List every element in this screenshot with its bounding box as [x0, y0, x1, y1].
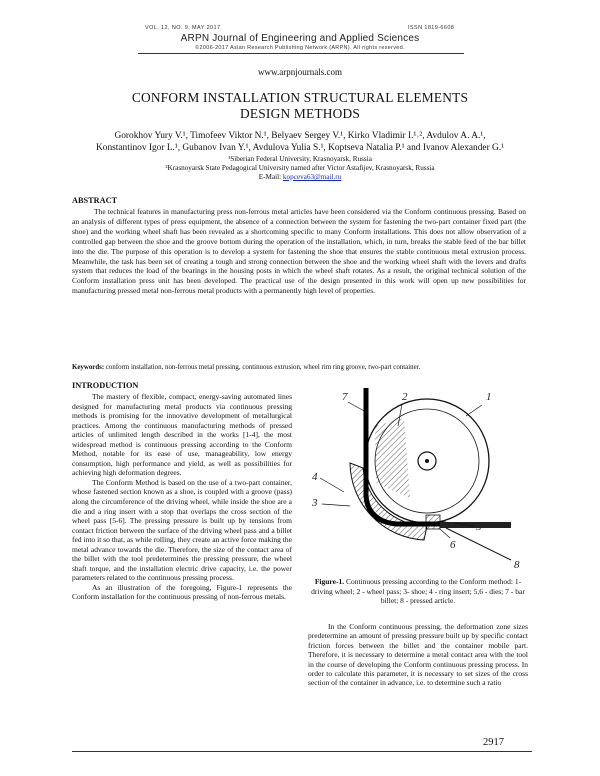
page-number: 2917	[483, 737, 504, 748]
ring-insert	[426, 515, 440, 529]
fig-label-8: 8	[514, 559, 520, 568]
abstract-heading: ABSTRACT	[72, 196, 118, 205]
affiliation-2: ²Krasnoyarsk State Pedagogical University named after Victor Astafijev, Krasnoyarsk, Russia	[165, 164, 435, 172]
fig-label-6: 6	[450, 539, 456, 551]
authors-line-2: Konstantinov Igor L.¹, Gubanov Ivan Y.¹, Avdulova Yulia S.¹, Koptseva Natalia P.¹ and Ivanov Alexander G.¹	[96, 143, 504, 154]
abstract-text: The technical features in manufacturing press non-ferrous metal articles have been considered via the Conform continuous pressing. Based on an analysis of different types of press equipment, the absence of a connection between the system for fastening the two-part container fixed part (the shoe) and the working wheel shaft has been revealed as a shortcoming specific to many Conform installations. This does not allow observation of a controlled gap between the shoe and the groove bottom during the operation of the installation, which, in turn, breaks the stable feed of the bar billet into the die. The purpose of this operation is to develop a system for fastening the shoe that ensures the stable continuous metal extrusion process. Meanwhile, the task has been set of creating a tough and strong connection between the shoe and the working wheel shaft with the levers and drafts system that reduces the load of the bearings in the housing posts in which the wheel shaft rotates. As a result, the original technical solution of the Conform installation press unit has been developed. The practical use of the design presented in this work will open up new possibilities for manufacturing pressed metal non-ferrous metal products with a permanently high level of properties.	[72, 207, 526, 296]
right-column-text: In the Conform continuous pressing, the deformation zone sizes predetermine an amount of pressing pressure built up by specific contact friction forces between the billet and the container mobile part. Therefore, it is necessary to determine a metal contact area with the tool in the course of developing the Conform continuous pressing process. In order to calculate this parameter, it is necessary to set sizes of the cross section of the container in advance, i.e. to determine such a ratio	[308, 622, 528, 688]
wheel-center	[425, 459, 429, 463]
issn: ISSN 1819-6608	[408, 25, 455, 31]
billet-region	[375, 418, 410, 498]
fig-label-4: 4	[312, 471, 318, 483]
keywords-label: Keywords:	[72, 364, 105, 371]
intro-paragraph-1: The mastery of flexible, compact, energy-saving automated lines designed for manufacturing metal products via continuous pressing methods is promising for the innovative development of metallurgical practices. Among the continuous manufacturing methods of pressed articles of unlimited length described in the works [1-4], the most widespread method is continuous pressing according to the Conform Method, notable for its ease of use, manageability, low energy consumption, high performance and yield, as well as possibilities for achieving high deformation degrees.	[72, 392, 292, 478]
intro-heading: INTRODUCTION	[72, 381, 139, 390]
keywords	[72, 364, 526, 372]
figure-caption	[308, 577, 528, 606]
email-line	[0, 173, 600, 181]
title-line-2: DESIGN METHODS	[240, 105, 360, 121]
figure-caption-label: Figure-1.	[314, 577, 345, 586]
keywords-text: conform installation, non-ferrous metal pressing, continuous extrusion, wheel rim ring groove, two-part container.	[104, 364, 421, 371]
intro-column	[72, 392, 292, 602]
copyright: ©2006-2017 Asian Research Publishing Network (ARPN). All rights reserved.	[195, 45, 405, 51]
fig-label-1: 1	[486, 391, 492, 403]
fig-label-5: 5	[476, 521, 482, 533]
fig-label-2: 2	[402, 391, 408, 403]
intro-paragraph-3: As an illustration of the foregoing, Figure-1 represents the Conform installation for the continuous pressing of non-ferrous metals.	[72, 582, 292, 602]
email-link[interactable]: kopceva63@mail.ru	[282, 173, 342, 181]
journal-name: ARPN Journal of Engineering and Applied Sciences	[180, 33, 420, 44]
authors	[70, 130, 530, 155]
volume-line: VOL. 12, NO. 9, MAY 2017	[145, 25, 221, 31]
figure-conform-diagram	[306, 378, 528, 568]
header-rule	[138, 53, 464, 54]
fig-label-3: 3	[312, 497, 318, 509]
affiliation-1: ¹Siberian Federal University, Krasnoyarsk, Russia	[228, 155, 372, 163]
footer-rule	[72, 751, 532, 752]
email-label: E-Mail:	[258, 173, 283, 181]
figure-caption-text: Continuous pressing according to the Conform method: 1- driving wheel; 2 - wheel pass; 3- shoe; 4 - ring insert; 5,6 - dies; 7 - bar billet; 8 - pressed article.	[311, 577, 525, 606]
title-line-1: CONFORM INSTALLATION STRUCTURAL ELEMENTS	[131, 90, 469, 105]
authors-line-1: Gorokhov Yury V.¹, Timofeev Viktor N.¹, Belyaev Sergey V.¹, Kirko Vladimir I.¹˒², Avdulov A. A.¹,	[114, 131, 486, 141]
paper-title	[60, 90, 540, 121]
journal-url[interactable]: www.arpnjournals.com	[258, 67, 342, 77]
fig-label-7: 7	[342, 391, 348, 403]
intro-paragraph-2: The Conform Method is based on the use of a two-part container, whose fastened section known as a shoe, is coupled with a groove (pass) along the circumference of the driving wheel, while inside the shoe are a die and a ring insert with a stop that overlaps the cross section of the wheel pass [5-6]. The pressing pressure is built up by tensions from contact friction between the surface of the driving wheel pass and a billet fed into it so that, as while rolling, they create an active force making the metal advance towards the die. Therefore, the size of the contact area of the billet with the tool predetermines the pressing pressure, the wheel shaft torque, and the installation electric drive capacity, i.e. the power parameters related to the continuous pressing process.	[72, 477, 292, 583]
